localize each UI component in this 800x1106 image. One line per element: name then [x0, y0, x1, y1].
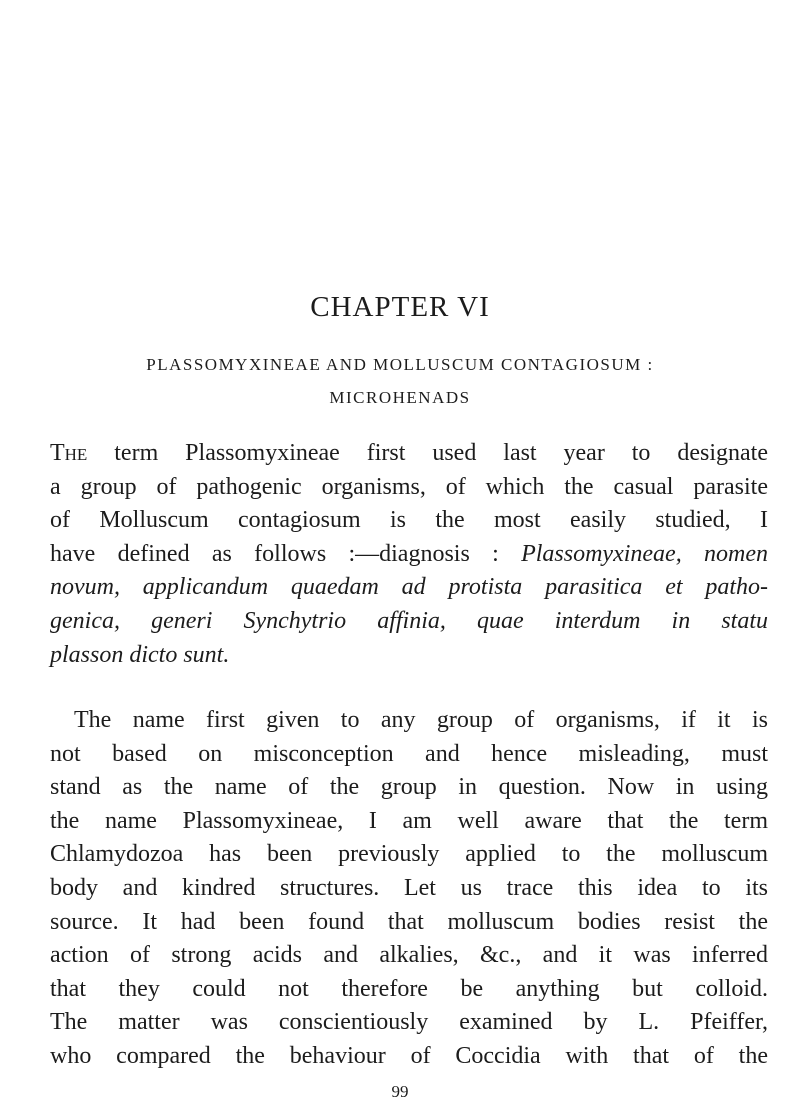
paragraph-1-line-2: a group of pathogenic organisms, of which the casual parasite	[50, 473, 768, 500]
paragraph-2-line-1: The name first given to any group of organisms, if it is	[74, 707, 768, 733]
chapter-subtitle-line-1: PLASSOMYXINEAE AND MOLLUSCUM CONTAGIOSUM :	[146, 355, 654, 374]
line-text: have defined as follows :—diagnosis :	[50, 540, 522, 567]
lead-word: The	[50, 440, 88, 466]
paragraph-2-line-3: stand as the name of the group in question. Now in using	[50, 774, 768, 801]
paragraph-1-line-3: of Molluscum contagiosum is the most easily studied, I	[50, 507, 768, 534]
paragraph-2-line-8: action of strong acids and alkalies, &c., and it was inferred	[50, 942, 768, 969]
line-text: term Plassomyxineae first used last year to designate	[87, 440, 768, 466]
chapter-title: CHAPTER VI	[310, 291, 490, 323]
chapter-subtitle-line-2: MICROHENADS	[329, 388, 471, 407]
paragraph-2-line-9: that they could not therefore be anything but colloid.	[50, 975, 768, 1002]
paragraph-2-line-2: not based on misconception and hence misleading, must	[50, 740, 768, 767]
paragraph-2	[50, 704, 768, 1074]
paragraph-2-line-6: body and kindred structures. Let us trace this idea to its	[50, 874, 768, 901]
page-number: 99	[391, 1082, 409, 1101]
paragraph-2-line-4: the name Plassomyxineae, I am well aware that the term	[50, 807, 768, 834]
paragraph-1	[50, 437, 768, 672]
paragraph-2-line-10: The matter was conscientiously examined by L. Pfeiffer,	[50, 1009, 768, 1036]
paragraph-1-line-1	[50, 437, 768, 471]
paragraph-1-line-7: plasson dicto sunt.	[50, 641, 230, 668]
latin-diagnosis-start: Plassomyxineae, nomen	[521, 540, 768, 567]
paragraph-1-line-5: novum, applicandum quaedam ad protista parasitica et patho-	[50, 574, 768, 601]
paragraph-2-line-7: source. It had been found that molluscum bodies resist the	[50, 908, 768, 935]
paragraph-1-line-6: genica, generi Synchytrio affinia, quae interdum in statu	[50, 607, 768, 634]
paragraph-2-line-11: who compared the behaviour of Coccidia with that of the	[50, 1042, 768, 1069]
paragraph-2-line-5: Chlamydozoa has been previously applied to the molluscum	[50, 841, 768, 868]
paragraph-1-line-4	[50, 538, 768, 572]
